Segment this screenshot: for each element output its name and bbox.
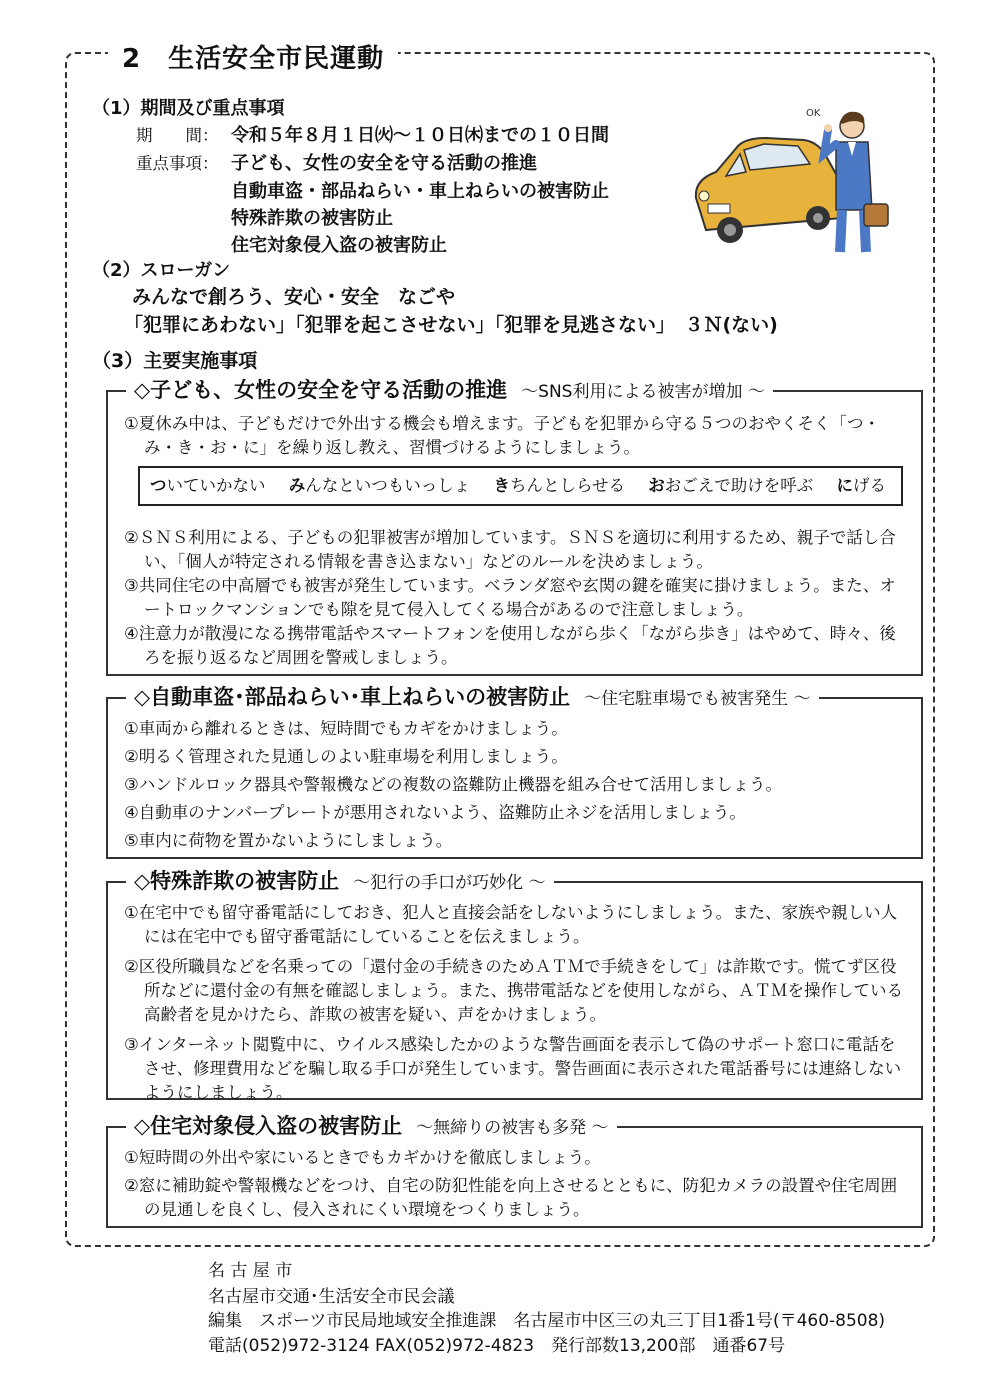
list-item: ③共同住宅の中高層でも被害が発生しています。ベランダ窓や玄関の鍵を確実に掛けましょう。また、オートロックマンションでも隙を見て侵入してくる場合があるので注意しましょう。 [124, 576, 896, 619]
box-title-text: ◇住宅対象侵入盗の被害防止 [134, 1114, 403, 1138]
list-item: ②明るく管理された見通しのよい駐車場を利用しましょう。 [124, 747, 568, 766]
list-item: ①在宅中でも留守番電話にしておき、犯人と直接会話をしないようにしましょう。また、家族や親しい人には在宅中でも留守番電話にしていることを伝えましょう。 [124, 903, 898, 946]
focus-item: 特殊詐欺の被害防止 [231, 208, 393, 229]
section2-heading: （2）スローガン [92, 260, 231, 281]
promise-head: き [493, 476, 510, 495]
box-title [126, 1111, 617, 1143]
promise-text: おごえで助けを呼ぶ [664, 476, 814, 495]
list-item: ②窓に補助錠や警報機などをつけ、自宅の防犯性能を向上させるとともに、防犯カメラの設置や住宅周囲の見通しを良くし、侵入されにくい環境をつくりましょう。 [124, 1176, 898, 1219]
tsumikioni-box [138, 466, 903, 506]
box-car-theft [106, 685, 923, 859]
box-title-text: ◇子ども、女性の安全を守る活動の推進 [134, 378, 508, 402]
page-title: 2 生活安全市民運動 [108, 38, 398, 75]
box-subtitle: ～住宅駐車場でも被害発生 ～ [584, 689, 811, 709]
slogan-line1: みんなで創ろう、安心・安全 なごや [132, 286, 456, 308]
footer-contact: 電話(052)972-3124 FAX(052)972-4823 発行部数13,200部 通番67号 [208, 1336, 786, 1356]
footer-editor: 編集 スポーツ市民局地域安全推進課 名古屋市中区三の丸三丁目1番1号(〒460-8508) [208, 1311, 886, 1331]
box-title [126, 682, 819, 714]
list-item: ⑤車内に荷物を置かないようにしましょう。 [124, 831, 453, 850]
promise-text: げる [853, 476, 887, 495]
box-burglary [106, 1114, 923, 1228]
box-subtitle: ～無締りの被害も多発 ～ [416, 1118, 609, 1138]
list-item: ③インターネット閲覧中に、ウイルス感染したかのような警告画面を表示して偽のサポート窓口に電話をさせ、修理費用などを騙し取る手口が発生しています。警告画面に表示された電話番号には連絡しないようにしましょう。 [124, 1035, 902, 1102]
promise-head: つ [150, 476, 167, 495]
promise-head: お [648, 476, 665, 495]
box-subtitle: ～SNS利用による被害が増加 ～ [521, 382, 765, 402]
focus-item: 住宅対象侵入盗の被害防止 [231, 235, 447, 256]
period-label: 期 間： [136, 126, 219, 145]
promise-head: み [288, 476, 306, 495]
list-item: ②区役所職員などを名乗っての「還付金の手続きのためＡＴＭで手続きをして」は詐欺です。慌てず区役所などに還付金の有無を確認しましょう。また、携帯電話などを使用しながら、ＡＴＭを操作している高齢者を見かけたら、詐欺の被害を疑い、声をかけましょう。 [124, 957, 903, 1024]
list-item: ④注意力が散漫になる携帯電話やスマートフォンを使用しながら歩く「ながら歩き」はやめて、時々、後ろを振り返るなど周囲を警戒しましょう。 [124, 624, 896, 667]
box-title-text: ◇自動車盗･部品ねらい･車上ねらいの被害防止 [134, 685, 571, 709]
box-title-text: ◇特殊詐欺の被害防止 [134, 869, 340, 893]
focus-item: 子ども、女性の安全を守る活動の推進 [231, 153, 537, 174]
slogan-line2: 「犯罪にあわない」「犯罪を起こさせない」「犯罪を見逃さない」 ３Ｎ(ない) [124, 314, 778, 336]
promise-text: ちんとしらせる [510, 476, 626, 495]
section3-heading: （3）主要実施事項 [92, 350, 258, 372]
list-item: ①短時間の外出や家にいるときでもカギかけを徹底しましょう。 [124, 1148, 601, 1167]
list-item: ①夏休み中は、子どもだけで外出する機会も増えます。子どもを犯罪から守る５つのおやくそく「つ・み・き・お・に」を繰り返し教え、習慣づけるようにしましょう。 [124, 414, 880, 457]
period-value: 令和５年８月１日㈫～１０日㈭までの１０日間 [231, 125, 609, 146]
box-subtitle: ～犯行の手口が巧妙化 ～ [353, 873, 546, 893]
box-child-women-safety [106, 378, 923, 676]
section1-heading: （1）期間及び重点事項 [92, 98, 285, 119]
list-item: ③ハンドルロック器具や警報機などの複数の盗難防止機器を組み合せて活用しましょう。 [124, 775, 782, 794]
promise-head: に [836, 476, 854, 495]
box-special-fraud [106, 869, 923, 1102]
footer-council: 名古屋市交通･生活安全市民会議 [208, 1287, 455, 1307]
footer-city: 名 古 屋 市 [208, 1261, 293, 1281]
box-title [126, 375, 773, 407]
focus-item: 自動車盗・部品ねらい・車上ねらいの被害防止 [231, 181, 609, 202]
ok-text: OK [806, 108, 821, 119]
car-and-man-illustration [686, 100, 896, 260]
focus-label: 重点事項： [136, 154, 219, 173]
list-item: ②ＳＮＳ利用による、子どもの犯罪被害が増加しています。ＳＮＳを適切に利用するため、親子で話し合い、「個人が特定される情報を書き込まない」などのルールを決めましょう。 [124, 528, 896, 571]
list-item: ④自動車のナンバープレートが悪用されないよう、盗難防止ネジを活用しましょう。 [124, 803, 746, 822]
list-item: ①車両から離れるときは、短時間でもカギをかけましょう。 [124, 719, 568, 738]
promise-text: いていかない [166, 476, 266, 495]
promise-text: んなといつもいっしょ [305, 476, 471, 495]
box-title [126, 866, 554, 898]
